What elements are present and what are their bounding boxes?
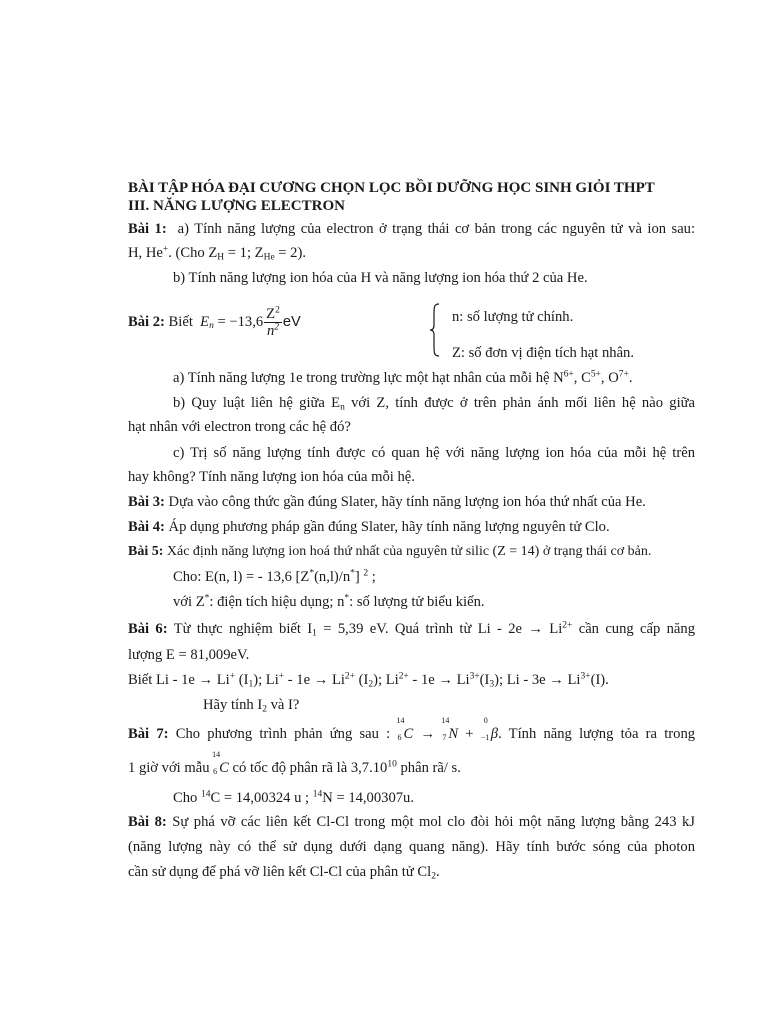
exercise-2-part-a: a) Tính năng lượng 1e trong trường lực một hạt nhân của mỗi hệ $N^{6+}$, $C^{5+}$, $O^{7+}$. bbox=[173, 369, 633, 386]
exercise-2-formula: Bài 2: Biết $E_n = -13,6$ $\frac{Z^2}{n^2}$ eV bbox=[128, 305, 301, 339]
isotope-n14: 14 7 N bbox=[441, 716, 459, 742]
brace-icon bbox=[430, 303, 440, 357]
exercise-3: Bài 3: Dựa vào công thức gần đúng Slater, hãy tính năng lượng ion hóa thứ nhất của He. bbox=[128, 494, 646, 510]
exercise-5: Bài 5: Xác định năng lượng ion hoá thứ nhất của nguyên tử silic (Z = 14) ở trạng thái cơ bản. bbox=[128, 544, 652, 559]
exercise-7-label: Bài 7: bbox=[128, 726, 169, 742]
exercise-1-line-2: H, He+. (Cho $Z_H = 1$; $Z_{He} = 2$). bbox=[128, 244, 306, 263]
exercise-5-given: Cho: E(n, l) = - 13,6 [Z*(n,l)/n*] $^2$ ; bbox=[173, 568, 376, 585]
exercise-5-where: với Z*: điện tích hiệu dụng; n*: số lượng tử biểu kiến. bbox=[173, 593, 485, 610]
exercise-2-label: Bài 2: bbox=[128, 313, 165, 330]
exercise-3-label: Bài 3: bbox=[128, 494, 165, 510]
exercise-8-line-1: Bài 8: Sự phá vỡ các liên kết Cl-Cl trong một mol clo đòi hỏi một năng lượng bằng 243 kJ bbox=[128, 814, 695, 830]
exercise-8-line-3: cần sử dụng để phá vỡ liên kết Cl-Cl của phân tử $Cl_2$. bbox=[128, 864, 440, 882]
legend-n: n: số lượng tử chính. bbox=[452, 309, 574, 325]
exercise-2-part-b-2: hạt nhân với electron trong các hệ đó? bbox=[128, 419, 351, 435]
document-title: BÀI TẬP HÓA ĐẠI CƯƠNG CHỌN LỌC BỒI DƯỠNG HỌC SINH GIỎI THPT bbox=[128, 180, 655, 196]
exercise-6-line-2: lượng E = 81,009eV. bbox=[128, 647, 250, 663]
exercise-4-label: Bài 4: bbox=[128, 519, 165, 535]
exercise-1-label: Bài 1: bbox=[128, 221, 167, 237]
exercise-7-line-2: 1 giờ với mẫu 14 6 C có tốc độ phân rã là 3,7.10$^{10}$ phân rã/ s. bbox=[128, 750, 461, 776]
exercise-6-question: Hãy tính $I_2$ và I? bbox=[203, 697, 300, 715]
exercise-2-part-c-2: hay không? Tính năng lượng ion hóa của mỗi hệ. bbox=[128, 469, 415, 485]
section-heading: III. NĂNG LƯỢNG ELECTRON bbox=[128, 198, 345, 214]
exercise-6-label: Bài 6: bbox=[128, 621, 168, 637]
exercise-2-part-c-1: c) Trị số năng lượng tính được có quan hệ với năng lượng ion hóa của mỗi hệ trên bbox=[173, 445, 695, 461]
isotope-c14: 14 6 C bbox=[396, 716, 414, 742]
exercise-6-line-1: Bài 6: Từ thực nghiệm biết $I_1 = 5,39$ eV. Quá trình từ $Li - 2e \to Li^{2+}$ cần cung cấp năng bbox=[128, 620, 695, 639]
exercise-5-label: Bài 5: bbox=[128, 544, 164, 559]
legend-z: Z: số đơn vị điện tích hạt nhân. bbox=[452, 345, 635, 361]
exercise-1-part-b: b) Tính năng lượng ion hóa của H và năng lượng ion hóa thứ 2 của He. bbox=[173, 270, 588, 286]
beta-particle: 0 −1 β bbox=[480, 716, 499, 742]
exercise-1-line-1: Bài 1: a) Tính năng lượng của electron ở trạng thái cơ bản trong các nguyên tử và ion sau: bbox=[128, 221, 696, 237]
exercise-7-line-1: Bài 7: Cho phương trình phản ứng sau : 14 6 C → 14 7 N + 0 −1 β. Tính năng lượng tỏa ra trong bbox=[128, 716, 696, 742]
exercise-7-given: Cho $^{14}$C = 14,00324 u ; $^{14}$N = 14,00307u. bbox=[173, 789, 414, 806]
exercise-8-line-2: (năng lượng này có thể sử dụng dưới dạng quang năng). Hãy tính bước sóng của photon bbox=[128, 839, 695, 855]
exercise-8-label: Bài 8: bbox=[128, 814, 167, 830]
exercise-4: Bài 4: Áp dụng phương pháp gần đúng Slater, hãy tính năng lượng nguyên tử Clo. bbox=[128, 519, 610, 535]
isotope-c14-sample: 14 6 C bbox=[212, 750, 229, 776]
formula-fraction: $\frac{Z^2}{n^2}$ bbox=[266, 305, 280, 339]
exercise-6-line-3: Biết Li - 1e → Li+ $(I_1)$; $Li^+ - 1e \to Li^{2+}$ $(I_2)$; $Li^{2+} - 1e \to Li^{3+}(I_3)$; $Li - 3e \to Li^{3+}(I)$. bbox=[128, 671, 609, 690]
exercise-2-part-b-1: b) Quy luật liên hệ giữa $E_n$ với Z, tính được ở trên phản ánh mối liên hệ nào giữa bbox=[173, 395, 696, 413]
